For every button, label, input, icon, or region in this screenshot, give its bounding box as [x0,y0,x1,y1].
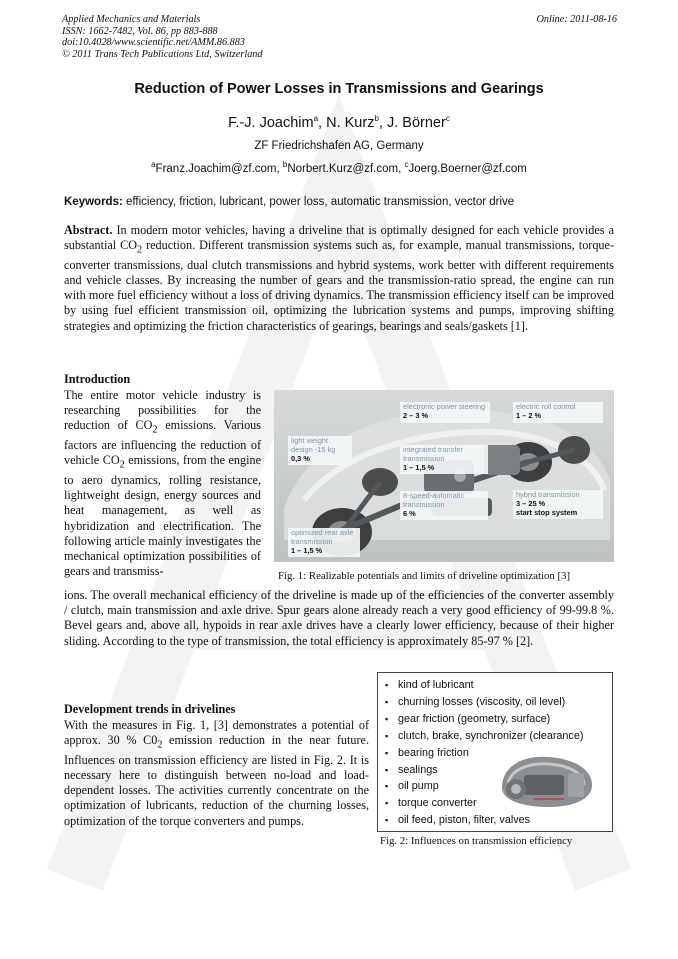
subscript: 2 [119,459,125,471]
keywords [64,196,624,208]
label-value: 3 – 25 % [516,498,546,508]
issn: ISSN: 1662-7482, Vol. 86, pp 883-888 [62,25,218,37]
keywords-text: efficiency, friction, lubricant, power loss, automatic transmission, vector drive [122,196,515,208]
abstract-text: In modern motor vehicles, having a driveline that is optimally designed for each vehicle provides a substantial CO [64,223,614,253]
list-item-text: torque converter [398,797,477,810]
label-hybrid-transmission [513,490,603,519]
bullet-icon: ▪ [385,680,389,690]
label-electric-roll-control [513,402,603,423]
author: F.-J. Joachim [228,114,314,131]
label-extra: start stop system [516,507,578,517]
section-heading-development: Development trends in drivelines [64,702,236,716]
section-heading-introduction: Introduction [64,372,131,386]
email-separator: , [398,162,405,175]
label-value: 6 % [403,508,416,518]
email-sup: a [151,160,156,169]
online-date: Online: 2011-08-16 [536,14,617,25]
bullet-icon: ▪ [385,815,389,826]
label-value: 1 – 1,5 % [403,462,435,472]
email-link[interactable]: Franz.Joachim@zf.com [155,162,277,175]
label-title: hybrid transmission [516,490,580,499]
journal-header [62,14,617,60]
label-title: electric roll control [516,402,576,411]
label-optimized-rear-axle [288,528,360,557]
intro-text: emissions. Various factors are influencing the reduction of vehicle CO [64,418,262,468]
label-title: optimized rear axle transmission [291,528,354,546]
email-sup: b [282,160,288,169]
subscript: 2 [157,739,163,751]
doi: doi:10.4028/www.scientific.net/AMM.86.883 [62,37,245,49]
figure-1-caption: Fig. 1: Realizable potentials and limits of driveline optimization [3] [278,570,571,582]
abstract-text: reduction. Different transmission systems such as, for example, manual transmissions, torque-converter transmissions, dual clutch transmissions and hybrid systems, work better with different requirements and vehicle classes. By increasing the number of gears and the transmission-ratio spread, the engine can run with more fuel efficiency without a loss of driving dynamics. The transmission efficiency itself can be improved by using fuel efficient transmission oil, optimizing the lubrication systems and pumps, improving shifting strategies and optimizing the friction characteristics of gearings, bearings and seals/gaskets [1]. [64,238,614,333]
abstract [64,223,614,334]
label-value: 1 – 1,5 % [291,545,323,555]
figure-2-influences-box [377,672,613,832]
bullet-icon: ▪ [385,798,389,809]
bullet-icon: ▪ [385,713,389,724]
label-value: 0,3 % [291,453,310,463]
list-item-text: oil pump [398,780,439,793]
list-item-text: gear friction (geometry, surface) [398,712,551,725]
label-title: light weight design -15 kg [291,436,336,454]
bullet-icon: ▪ [385,781,389,792]
label-electronic-power-steering [400,402,490,423]
author-sup: c [445,114,450,123]
author-sup: a [313,114,319,123]
list-item [385,711,612,728]
journal-name: Applied Mechanics and Materials [62,14,201,25]
intro-text: The entire motor vehicle industry is researching possibilities for the reduction of CO [64,388,261,433]
label-8-speed-automatic [400,491,488,520]
label-title: electronic power steering [403,402,486,411]
label-title: 8-speed-automatic transmission [403,491,465,509]
figure-2-caption: Fig. 2: Influences on transmission efficiency [380,835,573,847]
copyright: © 2011 Trans Tech Publications Ltd, Switzerland [62,48,263,60]
list-item-text: clutch, brake, synchronizer (clearance) [398,729,584,742]
label-value: 2 – 3 % [403,410,429,420]
bullet-icon: ▪ [385,696,389,707]
list-item-text: oil feed, piston, filter, valves [398,814,531,827]
development-text [64,718,369,829]
author: N. Kurz [326,114,375,131]
list-item-text: sealings [398,763,438,776]
email-link[interactable]: Joerg.Boerner@zf.com [408,162,527,175]
transmission-photo [494,745,598,813]
subscript: 2 [152,424,158,436]
email-separator: , [276,162,283,175]
author: J. Börner [386,114,446,131]
label-value: 1 – 2 % [516,410,542,420]
author-separator: , [378,114,387,131]
dev-text: With the measures in Fig. 1, [3] demonstrates a potential of approx. 30 % C0 [64,718,369,748]
author-separator: , [318,114,327,131]
list-item [385,694,612,711]
introduction-full-text: ions. The overall mechanical efficiency of the driveline is made up of the efficiencies of the converter assembly / clutch, main transmission and axle drive. Spur gears alone already reach a very good efficiency of 99-99.8 %. Bevel gears and, above all, hypoids in rear axle drives have a clearly lower efficiency, because of their higher sliding. According to the type of transmission, the total efficiency is approximately 85-97 % [2]. [64,588,614,648]
label-integrated-transfer-transmission [400,445,488,474]
affiliation: ZF Friedrichshafen AG, Germany [254,140,424,152]
figure-1-driveline-image [274,390,614,562]
email-list [0,160,678,175]
intro-text: emissions, from the engine to aero dynamics, rolling resistance, lightweight design, energy sources and heat management, as well as hybridization and electrification. The following article mainly investigates the mechanical optimization possibilities of gears and transmiss- [64,453,261,579]
list-item [385,812,612,829]
paper-title: Reduction of Power Losses in Transmissions and Gearings [134,81,544,97]
subscript: 2 [137,244,143,256]
dev-text: emission reduction in the near future. Influences on transmission efficiency are listed in Fig. 2. It is necessary here to distinguish between no-load and load-dependent losses. The activities currently concentrate on the optimization of lubricants, reduction of the churning losses, optimization of the torque converters and pumps. [64,733,369,828]
list-item [385,728,612,745]
bullet-icon: ▪ [385,730,389,741]
list-item-text: churning losses (viscosity, oil level) [398,695,566,708]
bullet-icon: ▪ [385,764,389,775]
bullet-icon: ▪ [385,747,389,758]
author-list [0,114,678,131]
abstract-label: Abstract. [64,223,113,237]
label-title: integrated transfer transmission [403,445,463,463]
author-sup: b [374,114,379,123]
label-light-weight-design [288,436,352,465]
list-item [385,677,612,694]
keywords-label: Keywords: [64,196,123,208]
introduction-column-text [64,388,261,579]
list-item-text: kind of lubricant [398,679,474,691]
list-item-text: bearing friction [398,746,469,759]
email-sup: c [404,160,409,169]
email-link[interactable]: Norbert.Kurz@zf.com [287,162,399,175]
